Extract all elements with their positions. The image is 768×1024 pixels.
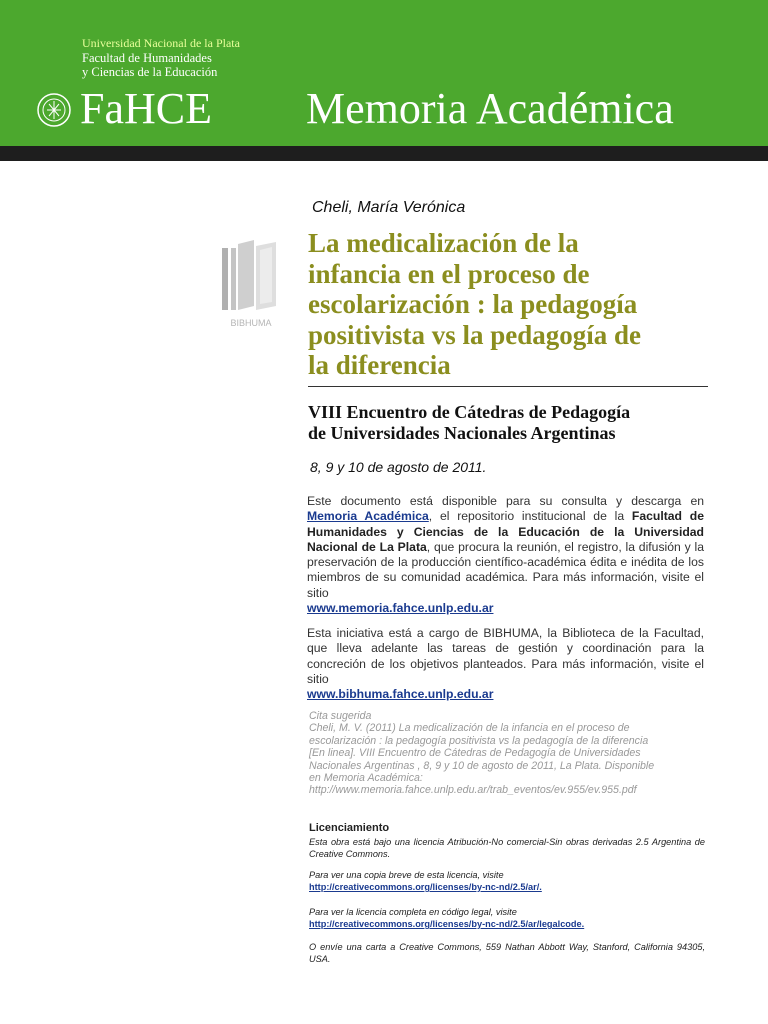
header-banner [0, 0, 768, 146]
citation-line: [En linea]. VIII Encuentro de Cátedras de Pedagogía de Universidades [309, 747, 641, 760]
license-text: Esta obra está bajo una licencia Atribución-No comercial-Sin obras derivadas 2.5 Argentina de Creative Commons. [309, 837, 705, 859]
p1-text-c: , que procura la reunión, el registro, la difusión y la preservación de la producción científico-académica édita e inédita de los miembros de su comunidad académica. Para más información, visite el sitio [307, 539, 704, 600]
license-heading: Licenciamiento [309, 822, 390, 834]
bibhuma-url-link[interactable]: www.bibhuma.fahce.unlp.edu.ar [307, 687, 494, 702]
title-line: escolarización : la pedagogía [308, 289, 638, 319]
event-line-1: VIII Encuentro de Cátedras de Pedagogía [308, 402, 631, 422]
title-line: la diferencia [308, 350, 451, 380]
title-line: positivista vs la pedagogía de [308, 319, 642, 350]
memoria-academica-link[interactable]: Memoria Académica [307, 509, 429, 524]
citation-heading: Cita sugerida [309, 710, 372, 722]
university-name: Universidad Nacional de la Plata [82, 36, 240, 50]
citation-line: en Memoria Académica: [309, 772, 423, 785]
license-full-intro: Para ver la licencia completa en código legal, visite [309, 907, 517, 917]
title-line: infancia en el proceso de [308, 258, 590, 289]
license-full [309, 906, 705, 930]
repository-description [307, 494, 704, 616]
citation-line: escolarización : la pedagogía positivista vs la pedagogía de la diferencia [309, 734, 649, 747]
faculty-line-1: Facultad de Humanidades [82, 51, 212, 65]
bibhuma-description [307, 626, 704, 702]
citation-line: Nacionales Argentinas , 8, 9 y 10 de agosto de 2011, La Plata. Disponible [309, 759, 655, 772]
suggested-citation [309, 710, 699, 797]
author-name: Cheli, María Verónica [312, 199, 466, 216]
license-short-link[interactable]: http://creativecommons.org/licenses/by-nc-nd/2.5/ar/. [309, 882, 542, 892]
event-date: 8, 9 y 10 de agosto de 2011. [310, 459, 487, 475]
university-seal-icon [36, 92, 72, 128]
event-line-2: de Universidades Nacionales Argentinas [308, 423, 616, 443]
license-mail: O envíe una carta a Creative Commons, 559 Nathan Abbott Way, Stanford, California 94305, USA. [309, 942, 705, 964]
title-divider [308, 386, 708, 387]
citation-line: Cheli, M. V. (2011) La medicalización de la infancia en el proceso de [309, 722, 630, 735]
license-short [309, 869, 705, 893]
repository-name: Memoria Académica [306, 84, 674, 133]
faculty-line-2: y Ciencias de la Educación [82, 65, 218, 79]
bibhuma-label: BIBHUMA [230, 318, 272, 328]
license-short-intro: Para ver una copia breve de esta licencia, visite [309, 870, 504, 880]
faculty-name [82, 51, 217, 79]
document-title [308, 228, 728, 381]
faculty-bold-name: Facultad de Humanidades y Ciencias de la Educación de la Universidad Nacional de La Plata [307, 509, 704, 554]
p1-text-b: , el repositorio institucional de la [428, 509, 632, 524]
memoria-url-link[interactable]: www.memoria.fahce.unlp.edu.ar [307, 601, 494, 616]
p1-text-a: Este documento está disponible para su consulta y descarga en [307, 494, 704, 508]
license-full-link[interactable]: http://creativecommons.org/licenses/by-nc-nd/2.5/ar/legalcode. [309, 919, 585, 929]
p2-text: Esta iniciativa está a cargo de BIBHUMA, la Biblioteca de la Facultad, que lleva adelante las tareas de gestión y coordinación para la concreción de los objetivos planteados. Para más información, visite el sitio [307, 626, 704, 686]
event-name [308, 402, 728, 444]
title-line: La medicalización de la [308, 228, 579, 258]
header-divider [0, 146, 768, 161]
fahce-logo-text: FaHCE [80, 84, 212, 133]
bibhuma-logo-icon [220, 240, 282, 330]
citation-url: http://www.memoria.fahce.unlp.edu.ar/trab_eventos/ev.955/ev.955.pdf [309, 784, 637, 797]
